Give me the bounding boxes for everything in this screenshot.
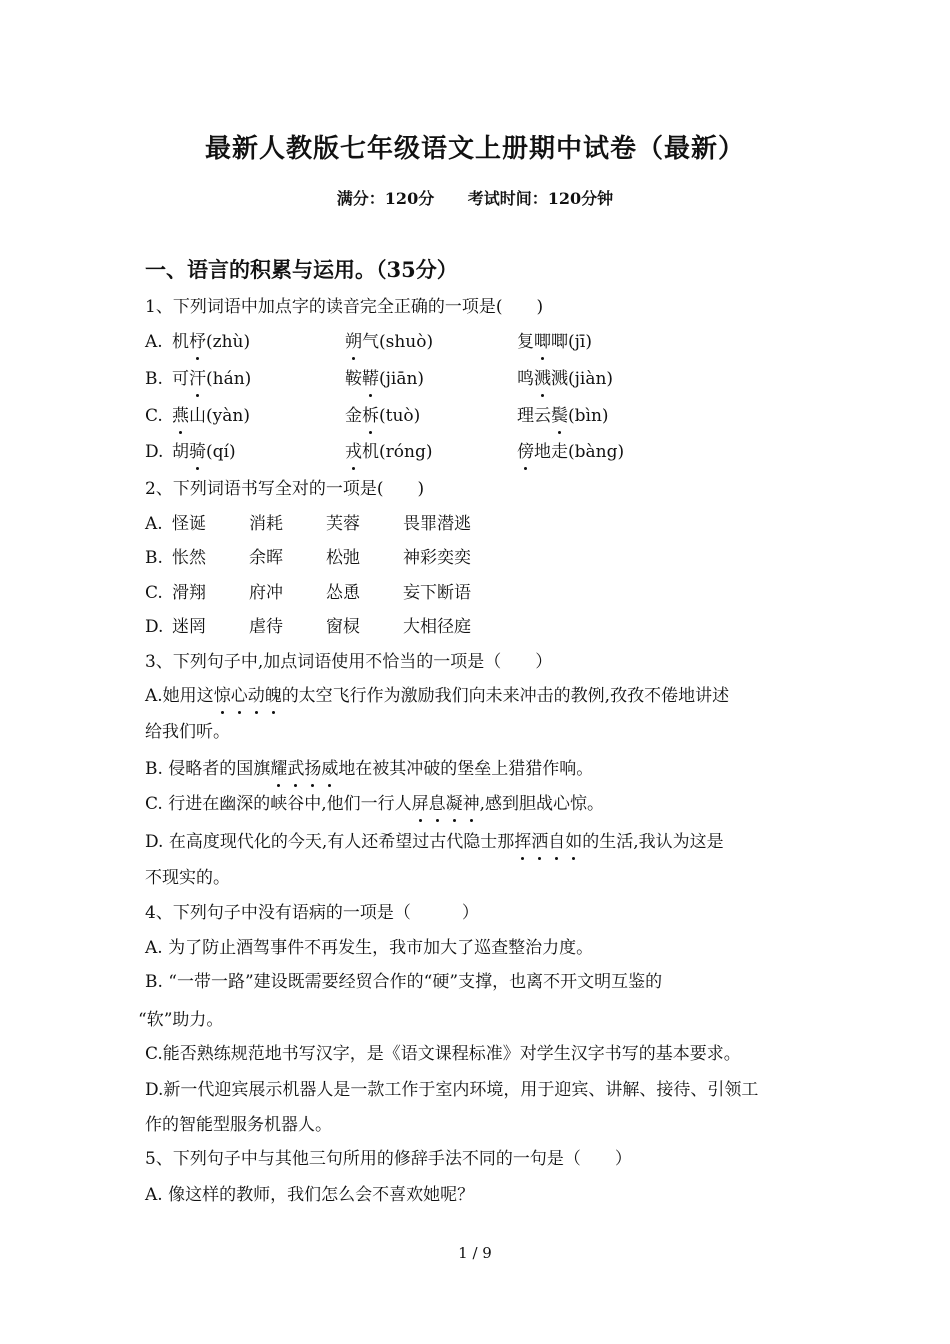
q3-option-d: D. 在高度现代化的今天,有人还希望过古代隐士那挥洒自如的生活,我认为这是	[145, 832, 724, 852]
q4-stem: 4、下列句子中没有语病的一项是（ ）	[145, 903, 479, 923]
q2-stem: 2、下列词语书写全对的一项是( )	[145, 479, 425, 499]
q1-option-b-word2: 鞍鞯(jiān)	[345, 369, 425, 389]
q2-word: 怅然	[172, 548, 206, 568]
q4-option-b: B. “一带一路”建设既需要经贸合作的“硬”支撑，也离不开文明互鉴的	[145, 972, 663, 992]
q4-option-a: A. 为了防止酒驾事件不再发生，我市加大了巡查整治力度。	[145, 938, 594, 958]
q2-word: 芙蓉	[326, 514, 360, 534]
q1-option-b-word3: 鸣溅溅(jiàn)	[517, 369, 614, 389]
page-number: 1 / 9	[458, 1244, 492, 1262]
q1-option-c-word1: 燕山(yàn)	[172, 406, 250, 426]
q2-word: 消耗	[249, 514, 283, 534]
q2-option-d-label: D.	[145, 617, 164, 637]
q5-option-a: A. 像这样的教师，我们怎么会不喜欢她呢？	[145, 1185, 475, 1205]
q5-stem: 5、下列句子中与其他三句所用的修辞手法不同的一句是（ ）	[145, 1149, 632, 1169]
q1-option-c-word2: 金柝(tuò)	[345, 406, 421, 426]
q1-option-b-word1: 可汗(hán)	[172, 369, 252, 389]
q1-option-c-word3: 理云鬓(bìn)	[517, 406, 609, 426]
q2-word: 神彩奕奕	[403, 548, 471, 568]
q1-option-a-word1: 机杼(zhù)	[172, 332, 251, 352]
q2-word: 怂恿	[326, 583, 360, 603]
q2-option-b-label: B.	[145, 548, 163, 568]
q2-word: 迷罔	[172, 617, 206, 637]
q2-word: 余晖	[249, 548, 283, 568]
q3-option-a: A.她用这惊心动魄的太空飞行作为激励我们向未来冲击的教例,孜孜不倦地讲述	[145, 686, 730, 706]
full-score: 满分：120分	[336, 189, 435, 208]
q1-option-d-label: D.	[145, 442, 164, 462]
q1-option-c-label: C.	[145, 406, 163, 426]
q2-word: 大相径庭	[403, 617, 471, 637]
section-heading: 一、语言的积累与运用。（35分）	[145, 257, 458, 282]
q1-option-d-word1: 胡骑(qí)	[172, 442, 236, 462]
q2-option-a-label: A.	[145, 514, 163, 534]
q1-option-a-label: A.	[145, 332, 163, 352]
q1-stem: 1、下列词语中加点字的读音完全正确的一项是( )	[145, 297, 544, 317]
page-title: 最新人教版七年级语文上册期中试卷（最新）	[204, 134, 745, 164]
q1-option-a-word3: 复唧唧(jī)	[517, 332, 592, 352]
q2-word: 松弛	[326, 548, 360, 568]
score-info	[0, 186, 950, 209]
q3-option-a-cont: 给我们听。	[145, 722, 230, 742]
q4-option-d: D.新一代迎宾展示机器人是一款工作于室内环境，用于迎宾、讲解、接待、引领工	[145, 1080, 759, 1100]
q2-word: 妄下断语	[403, 583, 471, 603]
q1-option-d-word2: 戎机(róng)	[345, 442, 433, 462]
q1-option-a-word2: 朔气(shuò)	[345, 332, 434, 352]
q3-option-d-cont: 不现实的。	[145, 868, 230, 888]
q3-option-c: C. 行进在幽深的峡谷中,他们一行人屏息凝神,感到胆战心惊。	[145, 794, 605, 814]
q4-option-d-cont: 作的智能型服务机器人。	[145, 1115, 332, 1135]
q2-option-c-label: C.	[145, 583, 163, 603]
q4-option-b-cont: “软”助力。	[138, 1010, 224, 1030]
q3-stem: 3、下列句子中,加点词语使用不恰当的一项是（ ）	[145, 652, 553, 672]
q4-option-c: C.能否熟练规范地书写汉字，是《语文课程标准》对学生汉字书写的基本要求。	[145, 1044, 741, 1064]
q2-word: 虐待	[249, 617, 283, 637]
q2-word: 滑翔	[172, 583, 206, 603]
q2-word: 怪诞	[172, 514, 206, 534]
q3-option-b: B. 侵略者的国旗耀武扬威地在被其冲破的堡垒上猎猎作响。	[145, 759, 594, 779]
q1-option-b-label: B.	[145, 369, 163, 389]
exam-time: 考试时间：120分钟	[467, 189, 614, 208]
q1-option-d-word3: 傍地走(bàng)	[517, 442, 625, 462]
q2-word: 府冲	[249, 583, 283, 603]
q2-word: 窗棂	[326, 617, 360, 637]
q2-word: 畏罪潜逃	[403, 514, 471, 534]
